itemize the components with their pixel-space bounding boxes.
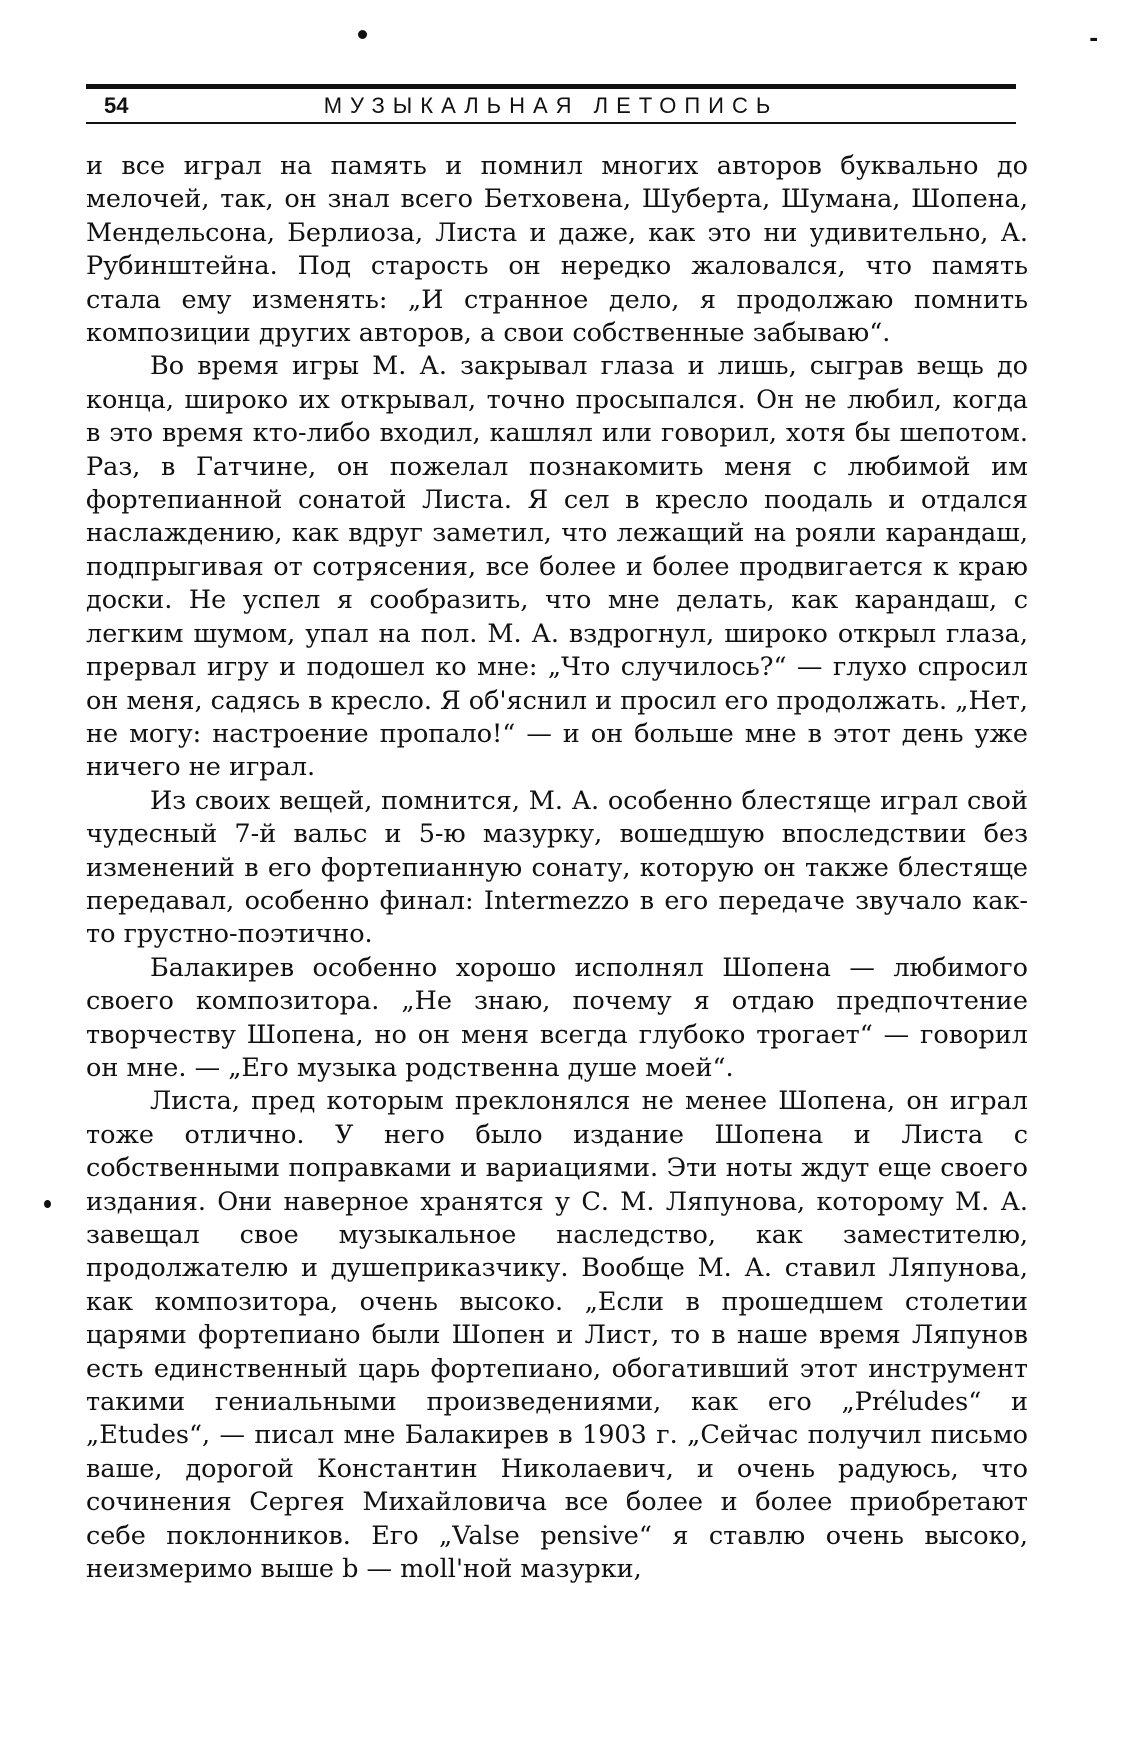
paragraph: Листа, пред которым преклонялся не менее Шопена, он играл тоже отлично. У него было издание Шопена и Листа с собственными поправками и вариациями. Эти ноты ждут еще своего издания. Они наверное хранятся у С. М. Ляпунова, которому М. А. завещал свое музыкальное наследство, как заместителю, продолжателю и душеприказчику. Вообще М. А. ставил Ляпунова, как композитора, очень высоко. „Если в прошедшем столетии царями фортепиано были Шопен и Лист, то в наше время Ляпунов есть единственный царь фортепиано, обогативший этот инструмент такими гениальными произведениями, как его „Préludes“ и „Etudes“, — писал мне Балакирев в 1903 г. „Сейчас получил письмо ваше, дорогой Константин Николаевич, и очень радуюсь, что сочинения Сергея Михайловича все более и более приобретают себе поклонников. Его „Valse pensive“ я ставлю очень высоко, неизмеримо выше b — moll'ной мазурки, bbox=[86, 1086, 1028, 1585]
main-text bbox=[86, 150, 1028, 1586]
paragraph: Во время игры М. А. закрывал глаза и лишь, сыграв вещь до конца, широко их открывал, точно просыпался. Он не любил, когда в это время кто-либо входил, кашлял или говорил, хотя бы шепотом. Раз, в Гатчине, он пожелал познакомить меня с любимой им фортепианной сонатой Листа. Я сел в кресло поодаль и отдался наслаждению, как вдруг заметил, что лежащий на рояли карандаш, подпрыгивая от сотрясения, все более и более продвигается к краю доски. Не успел я сообразить, что мне делать, как карандаш, с легким шумом, упал на пол. М. А. вздрогнул, широко открыл глаза, прервал игру и подошел ко мне: „Что случилось?“ — глухо спросил он меня, садясь в кресло. Я об'яснил и просил его продолжать. „Нет, не могу: настроение пропало!“ — и он больше мне в этот день уже ничего не играл. bbox=[86, 351, 1028, 783]
corner-mark: - bbox=[1089, 22, 1096, 52]
paragraph: Из своих вещей, помнится, М. А. особенно блестяще играл свой чудесный 7-й вальс и 5-ю мазурку, вошедшую впоследствии без изменений в его фортепианную сонату, которую он также блестяще передавал, особенно финал: Intermezzo в его передаче звучало как-то грустно-поэтично. bbox=[86, 785, 1028, 950]
ink-speck bbox=[358, 30, 367, 39]
ink-speck bbox=[44, 1200, 51, 1208]
paragraph: и все играл на память и помнил многих авторов буквально до мелочей, так, он знал всего Бетховена, Шуберта, Шумана, Шопена, Мендельсона, Берлиоза, Листа и даже, как это ни удивительно, А. Рубинштейна. Под старость он нередко жаловался, что память стала ему изменять: „И странное дело, я продолжаю помнить композиции других авторов, а свои собственные забываю“. bbox=[86, 151, 1028, 349]
page-number: 54 bbox=[104, 93, 129, 118]
paragraph: Балакирев особенно хорошо исполнял Шопена — любимого своего композитора. „Не знаю, почему я отдаю предпочтение творчеству Шопена, но он меня всегда глубоко трогает“ — говорил он мне. — „Его музыка родственна душе моей“. bbox=[86, 952, 1028, 1083]
running-header bbox=[86, 84, 1016, 124]
running-title: МУЗЫКАЛЬНАЯ ЛЕТОПИСЬ bbox=[323, 93, 779, 118]
